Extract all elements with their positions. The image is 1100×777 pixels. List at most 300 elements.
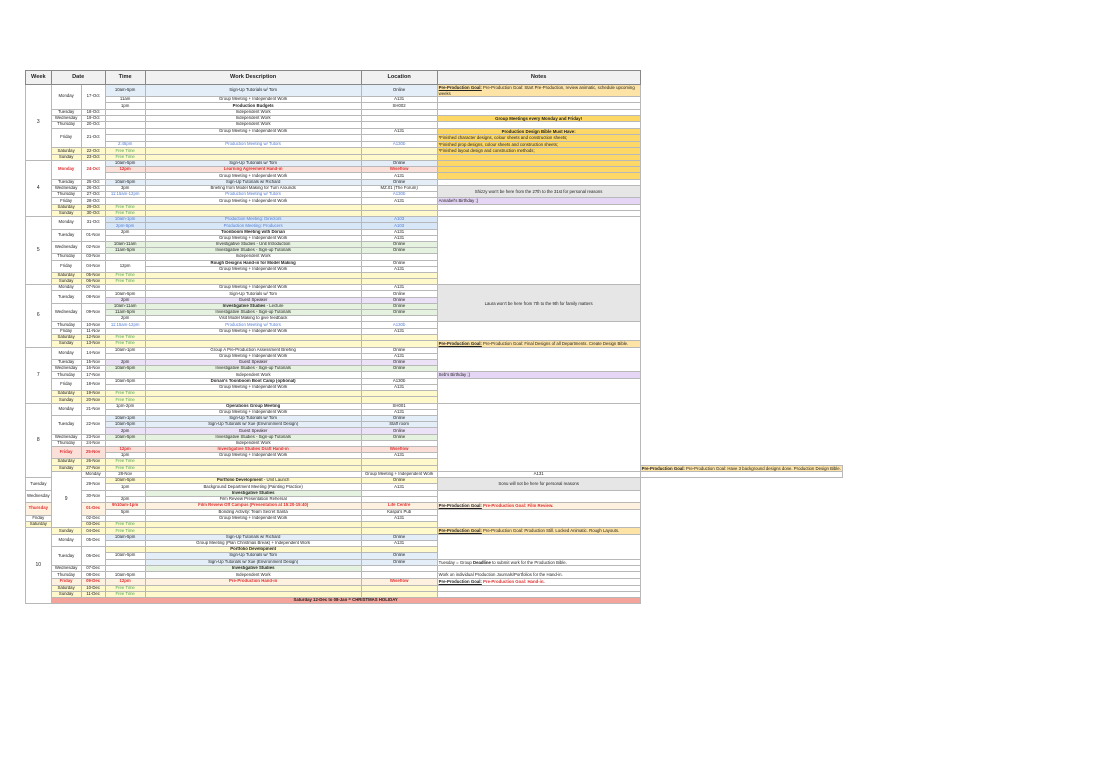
work-cell: Independent Work xyxy=(145,440,361,446)
time-cell: 9h10am-1pm xyxy=(105,503,145,510)
location-cell: A103 xyxy=(361,223,437,229)
week-number: 10 xyxy=(26,528,52,604)
date-cell: 20-Oct xyxy=(81,122,105,128)
location-cell: Online xyxy=(361,428,437,434)
week-number: 9 xyxy=(51,472,81,528)
note-cell xyxy=(437,378,640,403)
location-cell: Online xyxy=(361,241,437,247)
day-cell: Sunday xyxy=(51,397,81,403)
header-work-description: Work Description xyxy=(145,71,361,85)
location-cell: Online xyxy=(361,291,437,297)
time-cell: 11:15am-12pm xyxy=(105,322,145,328)
time-cell xyxy=(105,128,145,135)
location-cell: A131 xyxy=(361,385,437,391)
location-cell: Online xyxy=(361,260,437,266)
work-cell xyxy=(145,135,361,142)
work-cell xyxy=(145,528,361,535)
work-cell: Bonding Activity: Team Secret Santa xyxy=(145,509,361,515)
date-cell: 27-Oct xyxy=(81,192,105,198)
date-cell: 26-Oct xyxy=(81,185,105,191)
work-cell: Independent Work xyxy=(145,122,361,128)
note-cell xyxy=(437,534,640,559)
date-cell: 04-Nov xyxy=(81,260,105,272)
note-cell: Tuesday = Group Deadline to submit work for the Production Bible. xyxy=(437,559,640,566)
day-cell: Wednesday xyxy=(51,185,81,191)
note-cell xyxy=(437,403,640,471)
day-cell: Thursday xyxy=(51,372,81,379)
time-cell: 1pm xyxy=(105,453,145,459)
time-cell: 2pm xyxy=(105,297,145,303)
time-cell: Free Time xyxy=(105,272,145,278)
work-cell: Briefing from Model Making for Turn Arounds xyxy=(145,185,361,191)
time-cell: 1pm-2pm xyxy=(105,403,145,409)
day-cell: Friday xyxy=(51,198,81,205)
table-row xyxy=(26,465,843,472)
table-row xyxy=(26,559,843,566)
date-cell: 08-Dec xyxy=(81,572,105,579)
week-number: 4 xyxy=(26,161,52,217)
table-row xyxy=(26,528,843,535)
date-cell: 29-Nov xyxy=(81,478,105,490)
note-cell xyxy=(640,597,842,603)
date-cell: 24-Nov xyxy=(81,440,105,446)
time-cell: Free Time xyxy=(105,459,145,465)
location-cell: Online xyxy=(361,553,437,559)
work-cell: Film Review Presentation Rehersal xyxy=(145,496,361,502)
location-cell: A131 xyxy=(361,409,437,415)
location-cell: Online xyxy=(361,366,437,372)
location-cell: Online xyxy=(361,534,437,540)
week-number: 5 xyxy=(26,217,52,285)
date-cell: 03-Dec xyxy=(81,522,105,528)
time-cell: Free Time xyxy=(105,591,145,597)
time-cell: Free Time xyxy=(105,585,145,591)
work-cell: Group Meeting + Independent Work xyxy=(145,285,361,291)
work-cell: Group Meeting + Independent Work xyxy=(145,128,361,135)
location-cell xyxy=(361,572,437,579)
note-cell: Work on individual Production Journals/Portfolios for the Hand-in. xyxy=(437,572,640,579)
time-cell: Free Time xyxy=(105,148,145,155)
note-cell: Pre-Production Goal: Pre-Production Goal: Start Pre-Production, review animatic, schedule upcoming weeks xyxy=(437,85,640,97)
time-cell: 10am-1pm xyxy=(105,347,145,353)
day-cell: Wednesday xyxy=(51,434,81,440)
location-cell: A131 xyxy=(361,453,437,459)
time-cell: Free Time xyxy=(105,334,145,340)
note-cell: Pre-Production Goal: Pre-Production Goal: Hand-in. xyxy=(437,578,640,585)
table-row xyxy=(26,141,843,148)
work-cell: Investigative Studies - Sign-up Tutorials xyxy=(145,248,361,254)
location-cell: A131 xyxy=(361,484,437,490)
table-row xyxy=(26,578,843,585)
note-cell: Laura won't be here from 7th to the 9th for family matters xyxy=(437,285,640,322)
day-cell: Tuesday xyxy=(26,478,52,490)
day-cell: Tuesday xyxy=(51,109,81,115)
work-cell: Sign-Up Tutorials w/ Richard xyxy=(145,534,361,540)
work-cell: Sign-Up Tutorials w/ Xue (Environment Design) xyxy=(145,422,361,428)
time-cell: 10am-5pm xyxy=(105,378,145,384)
day-cell: Sunday xyxy=(51,591,81,597)
day-cell: Monday xyxy=(81,472,105,478)
time-cell: Free Time xyxy=(105,522,145,528)
time-cell: 10am-5pm xyxy=(105,434,145,440)
location-cell: Online xyxy=(361,179,437,185)
work-cell: Independent Work xyxy=(145,115,361,122)
day-cell: Sunday xyxy=(51,528,81,535)
date-cell: 26-Nov xyxy=(81,459,105,465)
note-cell: Annabel's Birthday ;) xyxy=(437,198,640,205)
day-cell: Monday xyxy=(51,347,81,359)
work-cell: Investigative Studies - Sign-up Tutorials xyxy=(145,366,361,372)
location-cell: Online xyxy=(361,359,437,365)
header-row xyxy=(26,71,843,85)
holiday-row xyxy=(26,597,843,603)
note-cell: Group Meetings every Monday and Friday! xyxy=(437,115,640,122)
location-cell xyxy=(361,115,437,122)
day-cell: Monday xyxy=(51,285,81,291)
work-cell: Independent Work xyxy=(145,254,361,260)
work-cell xyxy=(145,465,361,472)
note-cell: Pre-Production Goal: Pre-Production Goal: Production Still. Locked Animatic. Rough Layouts. xyxy=(437,528,640,535)
location-cell: A131 xyxy=(361,173,437,179)
time-cell: Free Time xyxy=(105,528,145,535)
work-cell: Operations Group Meeting xyxy=(145,403,361,409)
date-cell: 14-Nov xyxy=(81,347,105,359)
day-cell: Sunday xyxy=(51,154,81,160)
location-cell: Staff room xyxy=(361,422,437,428)
time-cell: Free Time xyxy=(105,397,145,403)
date-cell: 30-Nov xyxy=(81,490,105,502)
day-cell: Thursday xyxy=(26,503,52,516)
date-cell: 13-Nov xyxy=(81,340,105,347)
day-cell: Sunday xyxy=(51,279,81,285)
date-cell: 10-Nov xyxy=(81,322,105,328)
location-cell: A130b xyxy=(361,192,437,198)
date-cell: 01-Dec xyxy=(81,503,105,516)
location-cell: Online xyxy=(361,559,437,566)
work-cell: Group Meeting + Independent Work xyxy=(361,472,437,478)
time-cell: 10am-11am xyxy=(105,303,145,309)
time-cell: Free Time xyxy=(105,391,145,397)
location-cell: SH001 xyxy=(361,403,437,409)
day-cell: Monday xyxy=(51,534,81,546)
date-cell: 01-Nov xyxy=(81,229,105,241)
work-cell: Group Meeting + Independent Work xyxy=(145,353,361,359)
time-cell: 2pm xyxy=(105,316,145,322)
table-row xyxy=(26,115,843,122)
time-cell: 10am-5pm xyxy=(105,553,145,559)
day-cell: Saturday xyxy=(51,148,81,155)
time-cell: 10am-1pm xyxy=(105,217,145,223)
time-cell xyxy=(105,559,145,566)
location-cell: Online xyxy=(361,248,437,254)
work-cell: Independent Work xyxy=(145,372,361,379)
day-cell: Wednesday xyxy=(51,366,81,372)
time-cell: 10am-5pm xyxy=(105,478,145,484)
work-cell: Investigative Studies - Sign-up Tutorials xyxy=(145,310,361,316)
time-cell: 2pm xyxy=(105,359,145,365)
day-cell: Thursday xyxy=(51,192,81,198)
work-cell: Group Meeting + Independent Work xyxy=(145,385,361,391)
table-row xyxy=(26,372,843,379)
header-location: Location xyxy=(361,71,437,85)
location-cell xyxy=(361,135,437,142)
work-cell: Group A Pre-Production Assessment Briefing xyxy=(145,347,361,353)
location-cell: Life Centre xyxy=(361,503,437,510)
day-cell: Tuesday xyxy=(51,291,81,303)
date-cell: 02-Dec xyxy=(81,515,105,521)
day-cell: Tuesday xyxy=(51,416,81,435)
date-cell: 11-Dec xyxy=(81,591,105,597)
work-cell: Group Meeting + Independent Work xyxy=(145,515,361,521)
note-cell xyxy=(437,217,640,285)
note-cell xyxy=(437,490,640,502)
location-cell: Online xyxy=(361,478,437,484)
location-cell: A131 xyxy=(361,97,437,103)
date-cell: 06-Nov xyxy=(81,279,105,285)
time-cell: Free Time xyxy=(105,340,145,347)
work-cell: Sign-Up Tutorials w/ Tom xyxy=(145,416,361,422)
day-cell: Friday xyxy=(51,446,81,458)
note-cell: Production Design Bible Must Have: xyxy=(437,128,640,135)
date-cell: 10-Dec xyxy=(81,585,105,591)
location-cell: A131 xyxy=(361,266,437,272)
location-cell: A131 xyxy=(361,198,437,205)
work-cell: Learning Agreement Hand-in xyxy=(145,167,361,173)
time-cell: 2pm-5pm xyxy=(105,223,145,229)
date-cell: 27-Nov xyxy=(81,465,105,472)
day-cell: Thursday xyxy=(51,322,81,328)
day-cell: Tuesday xyxy=(51,547,81,566)
location-cell: A130b xyxy=(361,141,437,148)
location-cell: Online xyxy=(361,85,437,97)
date-cell: 07-Dec xyxy=(81,566,105,572)
week-number: 3 xyxy=(26,85,52,161)
note-cell xyxy=(437,347,640,372)
date-cell: 18-Oct xyxy=(81,109,105,115)
work-cell: Independent Work xyxy=(145,572,361,579)
work-cell: Sign-Up Tutorials w/ Richard xyxy=(145,179,361,185)
time-cell: Free Time xyxy=(105,211,145,217)
date-cell: 21-Nov xyxy=(81,403,105,415)
work-cell: Sign-Up Tutorials w/ Tom xyxy=(145,553,361,559)
work-cell: Production Meeting: Directors xyxy=(145,217,361,223)
time-cell: 2pm xyxy=(105,229,145,235)
time-cell: 10am-5pm xyxy=(105,179,145,185)
work-cell: Independent Work xyxy=(145,109,361,115)
time-cell: 11am-5pm xyxy=(105,310,145,316)
location-cell: A130b xyxy=(361,378,437,384)
note-cell: *Finished character designs, colour sheets and construction sheets; xyxy=(437,135,640,142)
location-cell: A131 xyxy=(361,128,437,135)
work-cell: Guest Speaker xyxy=(145,428,361,434)
day-cell: Saturday xyxy=(51,204,81,210)
date-cell: 25-Oct xyxy=(81,179,105,185)
work-cell: Toonboom Meeting with Dorian xyxy=(145,229,361,235)
work-cell: Pre-Production Hand-in xyxy=(145,578,361,585)
day-cell: Sunday xyxy=(51,211,81,217)
time-cell: 10am-5pm xyxy=(105,422,145,428)
work-cell: Production Meeting w/ Tutors xyxy=(145,192,361,198)
day-cell: Friday xyxy=(51,378,81,390)
location-cell: A131 xyxy=(361,353,437,359)
work-cell: Group Meeting + Independent Work xyxy=(145,235,361,241)
time-cell: 10am-5pm xyxy=(105,534,145,540)
work-cell: Investigative Studies - Lecture xyxy=(145,303,361,309)
work-cell: Production Meeting w/ Tutors xyxy=(145,141,361,148)
location-cell: A131 xyxy=(361,540,437,546)
day-cell: Tuesday xyxy=(51,229,81,241)
day-cell: Saturday xyxy=(51,334,81,340)
time-cell: Free Time xyxy=(105,465,145,472)
location-cell: Online xyxy=(361,416,437,422)
work-cell: Visit Model Making to give feedback xyxy=(145,316,361,322)
date-cell: 30-Oct xyxy=(81,211,105,217)
time-cell: 1pm xyxy=(105,103,145,109)
date-cell: 23-Oct xyxy=(81,154,105,160)
location-cell: A130b xyxy=(361,322,437,328)
date-cell: 22-Oct xyxy=(81,148,105,155)
location-cell: A131 xyxy=(361,285,437,291)
day-cell: Tuesday xyxy=(51,359,81,365)
table-row xyxy=(26,503,843,510)
day-cell: Monday xyxy=(51,161,81,180)
week-number: 6 xyxy=(26,285,52,347)
date-cell: 05-Nov xyxy=(81,272,105,278)
time-cell xyxy=(105,115,145,122)
location-cell: Wiseflow xyxy=(361,446,437,452)
date-cell: 24-Oct xyxy=(81,161,105,180)
time-cell: 12pm xyxy=(105,167,145,173)
work-cell: Sign-Up Tutorials w/ Tom xyxy=(145,85,361,97)
table-row xyxy=(26,135,843,142)
time-cell: 2pm xyxy=(105,496,145,502)
work-cell xyxy=(145,340,361,347)
date-cell: 15-Nov xyxy=(81,359,105,365)
date-cell: 08-Nov xyxy=(81,291,105,303)
location-cell xyxy=(361,465,437,472)
work-cell: Portfolio Development xyxy=(145,547,361,553)
date-cell: 17-Nov xyxy=(81,372,105,379)
week-number: 8 xyxy=(26,403,52,478)
day-cell: Saturday xyxy=(26,522,52,528)
location-cell: A131 xyxy=(361,235,437,241)
work-cell: Guest Speaker xyxy=(145,297,361,303)
work-cell: Group Meeting + Independent Work xyxy=(145,453,361,459)
day-cell: Sunday xyxy=(51,340,81,347)
header-week: Week xyxy=(26,71,52,85)
table-row xyxy=(26,198,843,205)
date-cell: 22-Nov xyxy=(81,416,105,435)
work-cell: Group Meeting + Independent Work xyxy=(145,409,361,415)
date-cell: 19-Oct xyxy=(81,115,105,122)
day-cell: Friday xyxy=(51,328,81,334)
note-cell: Pre-Production Goal: Pre-Production Goal: Film Review. xyxy=(437,503,640,510)
date-cell: 12-Nov xyxy=(81,334,105,340)
date-cell: 09-Dec xyxy=(81,578,105,585)
day-cell: Wednesday xyxy=(51,303,81,322)
location-cell: Online xyxy=(361,310,437,316)
date-cell: 21-Oct xyxy=(81,128,105,148)
date-cell: 07-Nov xyxy=(81,285,105,291)
date-cell: 29-Oct xyxy=(81,204,105,210)
day-cell: Thursday xyxy=(51,572,81,579)
time-cell: 11:15am-12pm xyxy=(105,192,145,198)
work-cell: Background Department Meeting (Painting Practice) xyxy=(145,484,361,490)
date-cell: 28-Nov xyxy=(105,472,145,478)
work-cell: Sign-Up Tutorials w/ Tom xyxy=(145,161,361,167)
date-cell: 28-Oct xyxy=(81,198,105,205)
header-date: Date xyxy=(51,71,105,85)
time-cell: 2:45pm xyxy=(105,141,145,148)
work-cell: Investigative Studies - Sign-up Tutorials xyxy=(145,434,361,440)
day-cell: Saturday xyxy=(51,391,81,397)
location-cell: A131 xyxy=(437,472,640,478)
note-cell xyxy=(640,472,842,478)
time-cell: 10am-11am xyxy=(105,241,145,247)
day-cell: Thursday xyxy=(51,254,81,260)
location-cell: A131 xyxy=(361,515,437,521)
date-cell: 31-Oct xyxy=(81,217,105,229)
work-cell: Production Meeting: Producers xyxy=(145,223,361,229)
work-cell: Investigative Studies - Unit Introduction xyxy=(145,241,361,247)
date-cell: 03-Nov xyxy=(81,254,105,260)
work-cell: Investigative Studies xyxy=(145,566,361,572)
time-cell: 12pm xyxy=(105,446,145,452)
work-cell: Group Meeting + Independent Work xyxy=(145,198,361,205)
day-cell: Wednesday xyxy=(51,115,81,122)
location-cell xyxy=(361,372,437,379)
work-cell: Investigative Studies xyxy=(145,490,361,496)
work-cell: Group Meeting + Independent Work xyxy=(145,266,361,272)
time-cell: 5pm xyxy=(105,509,145,515)
location-cell: A131 xyxy=(361,328,437,334)
header-time: Time xyxy=(105,71,145,85)
location-cell: Kaspa's Pub xyxy=(361,509,437,515)
location-cell: A103 xyxy=(361,217,437,223)
location-cell xyxy=(361,148,437,155)
date-cell: 11-Nov xyxy=(81,328,105,334)
date-cell: 09-Nov xyxy=(81,303,105,322)
note-cell: Pre-Production Goal: Pre-Production Goal: Have 3 background designs done. Production Design Bible. xyxy=(641,465,841,471)
date-cell: 19-Nov xyxy=(81,391,105,397)
table-row xyxy=(26,340,843,347)
work-cell: Sign-Up Tutorials w/ Tom xyxy=(145,291,361,297)
time-cell: 12pm xyxy=(105,260,145,272)
date-cell: 16-Nov xyxy=(81,366,105,372)
time-cell: 1pm xyxy=(105,484,145,490)
date-cell: 20-Nov xyxy=(81,397,105,403)
note-cell xyxy=(437,509,640,528)
time-cell: 10am-5pm xyxy=(105,572,145,579)
time-cell: 12pm xyxy=(105,578,145,585)
location-cell: Online xyxy=(361,297,437,303)
note-cell: Sonu will not be here for personal reasons xyxy=(437,478,640,490)
time-cell: 10am-1pm xyxy=(105,416,145,422)
day-cell: Wednesday xyxy=(26,490,52,502)
day-cell: Friday xyxy=(51,260,81,272)
work-cell: Group Meeting (Plan Christmas Break) + Independent Work xyxy=(145,540,361,546)
day-cell: Saturday xyxy=(51,459,81,465)
work-cell: Dorian's Toonboom Boot Camp (optional) xyxy=(145,378,361,384)
work-cell: Group Meeting + Independent Work xyxy=(145,173,361,179)
day-cell: Tuesday xyxy=(51,179,81,185)
date-cell: 17-Oct xyxy=(81,85,105,110)
work-cell: Group Meeting + Independent Work xyxy=(145,97,361,103)
time-cell: Free Time xyxy=(105,154,145,160)
time-cell: 10am-5pm xyxy=(105,161,145,167)
time-cell: 3pm xyxy=(105,185,145,191)
work-cell: Rough Designs Hand-in for Model Making xyxy=(145,260,361,266)
